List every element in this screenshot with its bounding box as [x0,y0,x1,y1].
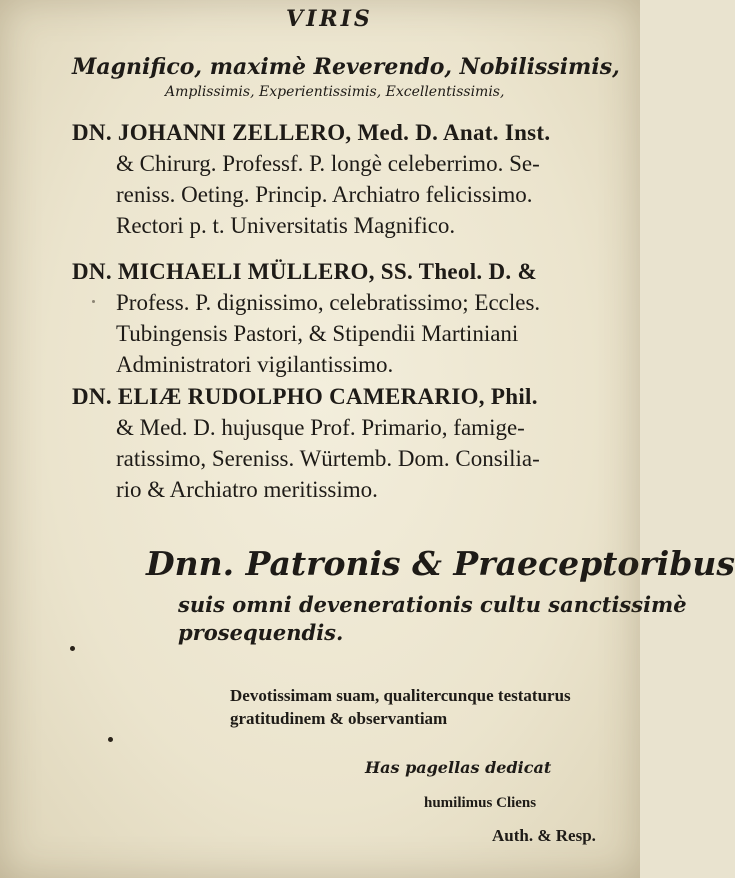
dedicatee-entry-zeller [72,117,550,241]
dedicat-line: Has pagellas dedicat [365,758,552,777]
patrons-subline: suis omni devenerationis cultu sanctissimè [178,592,687,617]
dedication-subline: Amplissimis, Experientissimis, Excellentissimis, [165,84,505,100]
devotion-line: gratitudinem & observantiam [230,709,448,728]
entry-line: Rectori p. t. Universitatis Magnifico. [116,213,456,238]
entry-line: & Chirurg. Professf. P. longè celeberrimo. Se- [116,151,540,176]
entry-line: & Med. D. hujusque Prof. Primario, famige- [116,415,525,440]
ink-speck [108,737,113,742]
entry-line: Profess. P. dignissimo, celebratissimo; Eccles. [116,290,541,315]
entry-line: reniss. Oeting. Princip. Archiatro felicissimo. [116,182,533,207]
entry-line: Administratori vigilantissimo. [116,352,394,377]
entry-line: DN. MICHAELI MÜLLERO, SS. Theol. D. & [72,259,537,284]
entry-line: DN. JOHANNI ZELLERO, Med. D. Anat. Inst. [72,120,551,145]
dedicatee-entry-mueller [72,256,540,380]
patrons-heading: Dnn. Patronis & Praeceptoribus [146,544,735,583]
patrons-subline: prosequendis. [178,620,344,645]
signature-cliens: humilimus Cliens [424,795,537,811]
signature-author: Auth. & Resp. [492,826,596,845]
devotion-line: Devotissimam suam, qualitercunque testaturus [230,686,571,705]
dedicatee-entry-camerarius [72,381,540,505]
ink-speck [92,300,95,303]
entry-line: Tubingensis Pastori, & Stipendii Martiniani [116,321,519,346]
dedication-line: Magnifico, maximè Reverendo, Nobilissimis, [72,54,620,80]
entry-line: ratissimo, Sereniss. Würtemb. Dom. Consilia- [116,446,540,471]
ink-speck [70,646,75,651]
entry-line: rio & Archiatro meritissimo. [116,477,378,502]
page-heading: VIRIS [286,6,373,32]
entry-line: DN. ELIÆ RUDOLPHO CAMERARIO, Phil. [72,384,538,409]
